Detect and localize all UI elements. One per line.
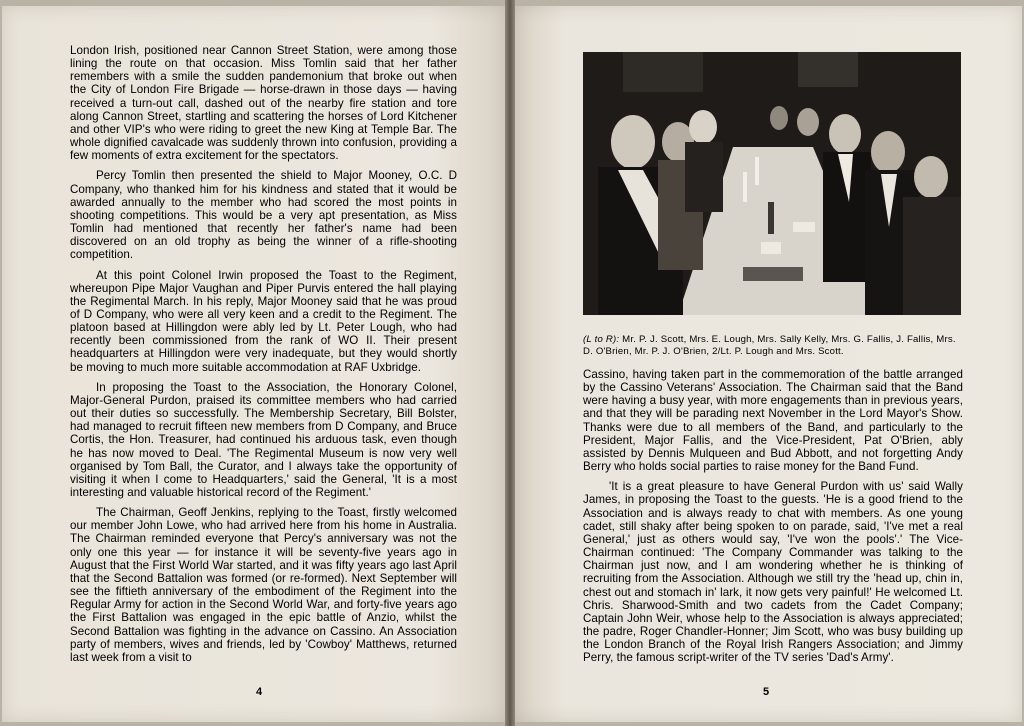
book-gutter: [505, 0, 515, 726]
dinner-photo: [583, 52, 961, 315]
left-page-text: [70, 44, 457, 671]
left-paragraph-2: Percy Tomlin then presented the shield to Major Mooney, O.C. D Company, who thanked him for his kindness and stated that it would be awarded annually to the member who had scored the most points in shooting competitions. This would be a very apt presentation, as Miss Tomlin had mentioned that recently her father's name had been discovered on an old trophy as being the winner of a rifle-shooting competition.: [70, 169, 457, 262]
left-paragraph-3: At this point Colonel Irwin proposed the Toast to the Regiment, whereupon Pipe Major Vaughan and Piper Purvis entered the hall playing the Regimental March. In his reply, Major Mooney said that he was proud of D Company, who were all very keen and a credit to the Regiment. The platoon based at Hillingdon were ably led by Lt. Peter Lough, who had recently been commissioned from the rank of WO II. Their present headquarters at Hillingdon were very inadequate, but they would shortly be moving to much more suitable accommodation at RAF Uxbridge.: [70, 268, 457, 374]
left-page-number: 4: [256, 686, 263, 698]
right-paragraph-2: 'It is a great pleasure to have General Purdon with us' said Wally James, in proposing the Toast to the guests. 'He is a good friend to the Association and is always ready to chat with members. As one young cadet, still shaky after being spoken to on parade, said, 'I've met a real General,' just as others would say, 'I've won the pools'.' The Vice-Chairman continued: 'The Company Commander was talking to the Chairman just now, and I am wondering whether he is thinking of recruiting from the Association. Although we still try the 'head up, chin in, chest out and stomach in' lark, it now gets very painful!' He welcomed Lt. Chris. Sharwood-Smith and two cadets from the Cadet Company; Captain John Weir, whose help to the Association is always appreciated; the padre, Roger Chandler-Honner; Jim Scott, who was busy building up the London Branch of the Royal Irish Rangers Association; and Jimmy Perry, the famous script-writer of the TV series 'Dad's Army'.: [583, 480, 963, 665]
left-paragraph-5: The Chairman, Geoff Jenkins, replying to the Toast, firstly welcomed our member John Lowe, who had arrived here from his home in Australia. The Chairman reminded everyone that Percy's anniversary was not the only one this year — for instance it will be seventy-five years ago in August that the First World War started, and it was fifty years ago last April that the Second Battalion was formed (or re-formed). Next September will see the fiftieth anniversary of the embodiment of the Regiment into the Regular Army for action in the Second World War, and forty-five years ago the First Battalion was engaged in the epic battle of Anzio, whilst the Second Battalion was fighting in the advance on Cassino. An Association party of members, wives and friends, led by 'Cowboy' Matthews, returned last week from a visit to: [70, 506, 457, 664]
left-paragraph-4: In proposing the Toast to the Association, the Honorary Colonel, Major-General Purdon, praised its committee members who had carried out their duties so successfully. The Membership Secretary, Bill Bolster, had managed to recruit fifteen new members from D Company, and Bruce Cortis, the Hon. Treasurer, had continued his arduous task, even though he has now moved to Deal. 'The Regimental Museum is now very well organised by Tom Ball, the Curator, and I always take the opportunity of visiting it when I come to Headquarters,' said the General, 'It is a most interesting and valuable historical record of the Regiment.': [70, 380, 457, 499]
caption-names: Mr. P. J. Scott, Mrs. E. Lough, Mrs. Sally Kelly, Mrs. G. Fallis, J. Fallis, Mrs. D. O'Brien, Mr. P. J. O'Brien, 2/Lt. P. Lough and Mrs. Scott.: [583, 334, 956, 357]
right-paragraph-1: Cassino, having taken part in the commemoration of the battle arranged by the Cassino Veterans' Association. The Chairman said that the Band were having a busy year, with more engagements than in previous years, and that they will be parading next November in the Lord Mayor's Show. Thanks were due to all members of the Band, and particularly to the President, Major Fallis, and the Vice-President, Pat O'Brien, ably assisted by Dennis Mulqueen and Bud Abbott, and not forgetting Andy Berry who holds social parties to raise money for the Band Fund.: [583, 368, 963, 474]
left-paragraph-1: London Irish, positioned near Cannon Street Station, were among those lining the route on that occasion. Miss Tomlin said that her father remembers with a smile the sudden pandemonium that broke out when the City of London Fire Brigade — horse-drawn in those days — having received a turn-out call, dashed out of the nearby fire station and tore along Cannon Street, startling and scattering the horses of Lord Kitchener and other VIP's who were riding to greet the new King at Temple Bar. The whole dignified cavalcade was suddenly thrown into confusion, providing a few moments of extra excitement for the spectators.: [70, 44, 457, 163]
photo-caption: [583, 334, 963, 358]
caption-prefix: (L to R):: [583, 334, 620, 345]
right-page-text: [583, 368, 963, 671]
dinner-photo-image: [583, 52, 961, 315]
right-page-number: 5: [763, 686, 770, 698]
